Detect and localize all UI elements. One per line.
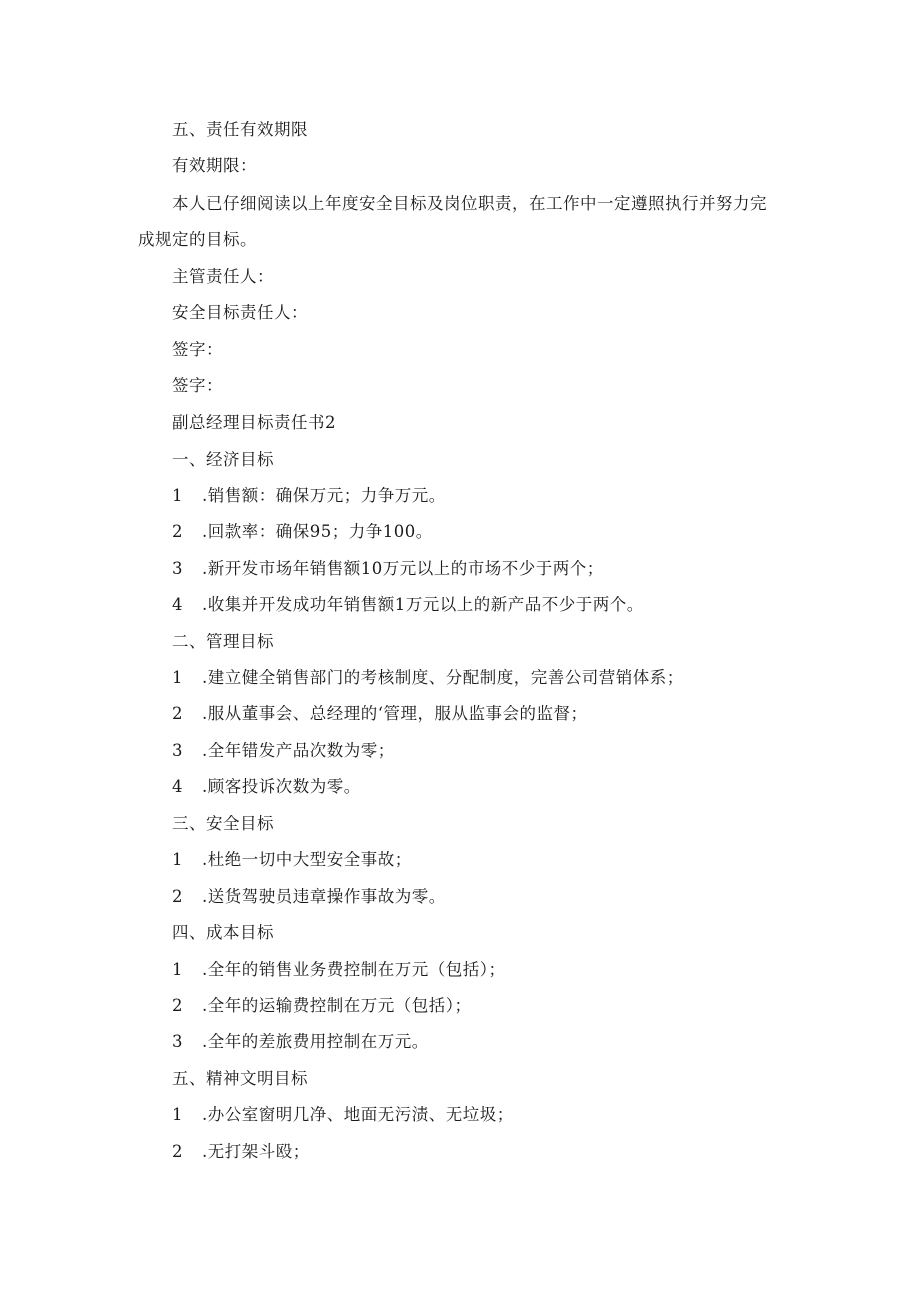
item-text: .全年错发产品次数为零； bbox=[202, 741, 395, 760]
item-text: .全年的差旅费用控制在万元。 bbox=[202, 1032, 429, 1051]
item-number: 2 bbox=[172, 887, 183, 906]
list-item bbox=[172, 850, 412, 870]
item-number: 4 bbox=[172, 777, 183, 796]
section-heading-safety: 三、安全目标 bbox=[172, 814, 274, 833]
list-item bbox=[172, 1105, 514, 1125]
item-number: 1 bbox=[172, 668, 183, 687]
declaration-paragraph-line2: 成规定的目标。 bbox=[138, 230, 257, 249]
list-item bbox=[172, 1142, 310, 1162]
list-item bbox=[172, 559, 604, 579]
item-text: .收集并开发成功年销售额1万元以上的新产品不少于两个。 bbox=[202, 595, 644, 614]
item-number: 2 bbox=[172, 704, 183, 723]
item-text: .办公室窗明几净、地面无污渍、无垃圾； bbox=[202, 1105, 514, 1124]
list-item bbox=[172, 777, 361, 797]
item-text: .全年的销售业务费控制在万元（包括）； bbox=[202, 960, 506, 979]
declaration-paragraph-line1: 本人已仔细阅读以上年度安全目标及岗位职责，在工作中一定遵照执行并努力完 bbox=[172, 194, 767, 213]
item-text: .新开发市场年销售额10万元以上的市场不少于两个； bbox=[202, 559, 604, 578]
validity-period-label: 有效期限： bbox=[172, 156, 257, 175]
list-item bbox=[172, 887, 446, 907]
list-item bbox=[172, 595, 644, 615]
item-text: .回款率：确保95；力争100。 bbox=[202, 522, 433, 541]
section-heading-civility: 五、精神文明目标 bbox=[172, 1069, 308, 1088]
item-number: 1 bbox=[172, 850, 183, 869]
item-text: .服从董事会、总经理的‘管理，服从监事会的监督； bbox=[202, 704, 588, 723]
item-text: .销售额：确保万元；力争万元。 bbox=[202, 486, 446, 505]
item-number: 1 bbox=[172, 486, 183, 505]
section-heading-responsibility-period: 五、责任有效期限 bbox=[172, 120, 308, 139]
item-number: 3 bbox=[172, 741, 183, 760]
signature-label: 签字： bbox=[172, 376, 223, 395]
item-number: 1 bbox=[172, 1105, 183, 1124]
safety-target-person-label: 安全目标责任人： bbox=[172, 303, 308, 322]
list-item bbox=[172, 741, 395, 761]
section-heading-cost: 四、成本目标 bbox=[172, 923, 274, 942]
signature-label: 签字： bbox=[172, 340, 223, 359]
item-text: .杜绝一切中大型安全事故； bbox=[202, 850, 412, 869]
list-item bbox=[172, 668, 684, 688]
item-text: .无打架斗殴； bbox=[202, 1142, 310, 1161]
item-text: .建立健全销售部门的考核制度、分配制度，完善公司营销体系； bbox=[202, 668, 684, 687]
section-heading-management: 二、管理目标 bbox=[172, 632, 274, 651]
item-number: 3 bbox=[172, 1032, 183, 1051]
list-item bbox=[172, 1032, 429, 1052]
item-number: 2 bbox=[172, 1142, 183, 1161]
list-item bbox=[172, 996, 472, 1016]
supervisor-label: 主管责任人： bbox=[172, 267, 274, 286]
list-item bbox=[172, 960, 506, 980]
item-number: 4 bbox=[172, 595, 183, 614]
section-heading-economic: 一、经济目标 bbox=[172, 450, 274, 469]
item-number: 3 bbox=[172, 559, 183, 578]
list-item bbox=[172, 522, 433, 542]
item-number: 2 bbox=[172, 522, 183, 541]
document-title: 副总经理目标责任书2 bbox=[172, 413, 336, 432]
item-text: .顾客投诉次数为零。 bbox=[202, 777, 361, 796]
item-text: .全年的运输费控制在万元（包括）； bbox=[202, 996, 472, 1015]
list-item bbox=[172, 704, 588, 724]
item-number: 1 bbox=[172, 960, 183, 979]
list-item bbox=[172, 486, 446, 506]
item-text: .送货驾驶员违章操作事故为零。 bbox=[202, 887, 446, 906]
item-number: 2 bbox=[172, 996, 183, 1015]
